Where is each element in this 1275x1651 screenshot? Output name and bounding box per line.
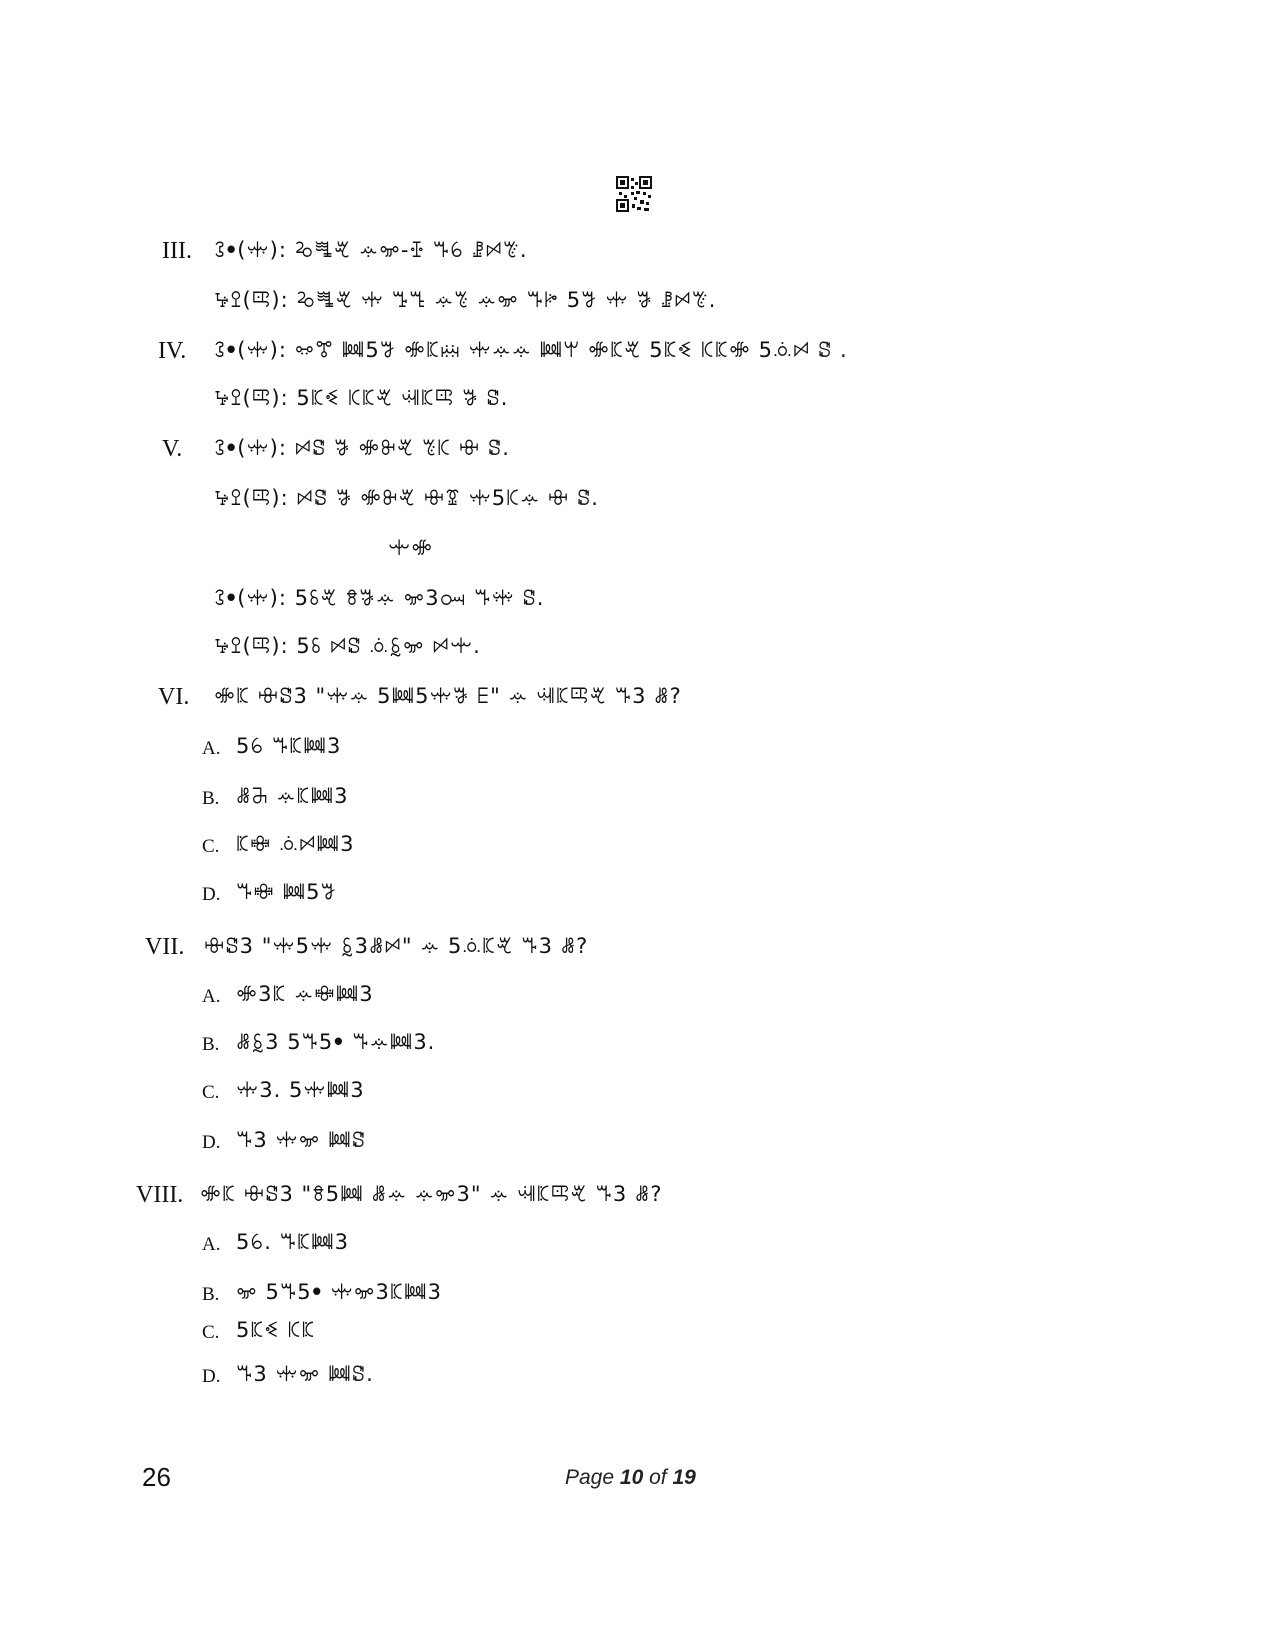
option-text: 5ꗫꔽ ꗪꗫ [236,1318,316,1342]
script-heading: ꗻꗂ [388,536,434,560]
option-text: ꔒ3 ꗼꗁ ꔞꗟ. [236,1362,374,1386]
total-pages: 19 [672,1466,696,1489]
script-line: ꕘꔷ(ꗼ): ꗯꗟ ꗎ ꗂꔬꕩ ꔳꗪ ꗳ ꗟ. [214,436,510,460]
qr-code-icon [616,176,652,212]
question-numeral: VIII. [136,1182,184,1208]
option-letter: C. [202,1322,220,1343]
page-code: 26 [142,1462,171,1492]
option-letter: D. [202,1366,221,1387]
option-text: ꗫꗴ ꗝꗯꔞ3 [236,832,355,856]
option-text: ꔒꗴ ꔞ5ꗌ [236,880,338,904]
question-numeral: V. [162,436,183,462]
script-line: ꕘꔷ(ꗼ): ꕫꗀꕩ ꕂꗁ-ꔀ ꔒꕃ ꗗꗯꔴ. [214,238,528,262]
script-line: ꕵꔌ(ꕓ): ꕫꗀꕩ ꗼ ꔤꔎ ꕂꔳ ꕂꗁ ꔒꔶ 5ꗌ ꗼ ꗎ ꗗꗯꔴ. [214,288,717,312]
question-numeral: VI. [158,684,190,710]
option-text: ꔒ3 ꗼꗁ ꔞꗟ [236,1128,367,1152]
page-word: Page [565,1466,615,1489]
option-letter: B. [202,1284,220,1305]
script-line: ꕘꔷ(ꗼ): ꗭꔅ ꔞ5ꗌ ꗂꗫꗜ ꗼꕂꕂ ꔞꕚ ꗂꗫꕩ 5ꗫꔽ ꗪꗫꗂ 5ꗝꗯ ꗟ . [214,338,848,362]
option-text: 5ꕃ ꔒꗫꔞ3 [236,734,342,758]
script-line: ꕵꔌ(ꕓ): 5ꗫꔽ ꗪꗫꕩ ꕝꗫꕓ ꗎ ꗟ. [214,386,509,410]
option-letter: D. [202,1132,221,1153]
question-numeral: III. [162,238,192,264]
option-letter: A. [202,738,221,759]
option-letter: C. [202,836,220,857]
of-word: of [649,1466,667,1489]
option-text: 5ꕃ. ꔒꗫꔞ3 [236,1230,350,1254]
current-page: 10 [619,1466,644,1489]
script-line: ꕘꔷ(ꗼ): 5ꗏꕩ ꗉꗎꕂ ꗁ3ꗢ ꔒꗽ ꗟ. [214,586,545,610]
option-letter: D. [202,884,221,905]
script-line: ꗳꗟ3 "ꗼ5ꗼ ꗐ3ꗡꗯ" ꕂ 5ꗝꗫꕩ ꔒ3 ꗡ? [204,934,589,958]
option-text: ꗡꗐ3 5ꔒ5ꔷ ꔒꕂꔞ3. [236,1030,436,1054]
option-text: ꗁ 5ꔒ5ꔷ ꗼꗁ3ꗫꔞ3 [236,1280,442,1304]
option-text: ꗼ3. 5ꗼꔞ3 [236,1078,365,1102]
script-line: ꗂꗫ ꗳꗟ3 "ꗼꕂ 5ꔞ5ꗼꗎ ꗋ" ꕂ ꕝꗫꕓꕩ ꔒ3 ꗡ? [214,684,682,708]
option-letter: A. [202,986,221,1007]
question-numeral: VII. [145,934,185,960]
page-indicator [565,1466,696,1490]
option-letter: B. [202,788,220,809]
option-letter: C. [202,1082,220,1103]
option-letter: B. [202,1034,220,1055]
script-line: ꕵꔌ(ꕓ): ꗯꗟ ꗎ ꗂꔬꕩ ꗳꗒ ꗼ5ꗪꕂ ꗳ ꗟ. [214,486,599,510]
question-numeral: IV. [158,338,187,364]
option-text: ꗂ3ꗫ ꕂꗴꔞ3 [236,982,374,1006]
option-letter: A. [202,1234,221,1255]
script-line: ꕵꔌ(ꕓ): 5ꗏ ꗯꗟ ꗝꗐꗁ ꗯꗻ. [214,634,481,658]
option-text: ꗡꔕ ꕂꗫꔞ3 [236,784,349,808]
script-line: ꗂꗫ ꗳꗟ3 "ꗉ5ꔞ ꗡꕂ ꕂꗁ3" ꕂ ꕝꗫꕓꕩ ꔒ3 ꗡ? [200,1182,663,1206]
